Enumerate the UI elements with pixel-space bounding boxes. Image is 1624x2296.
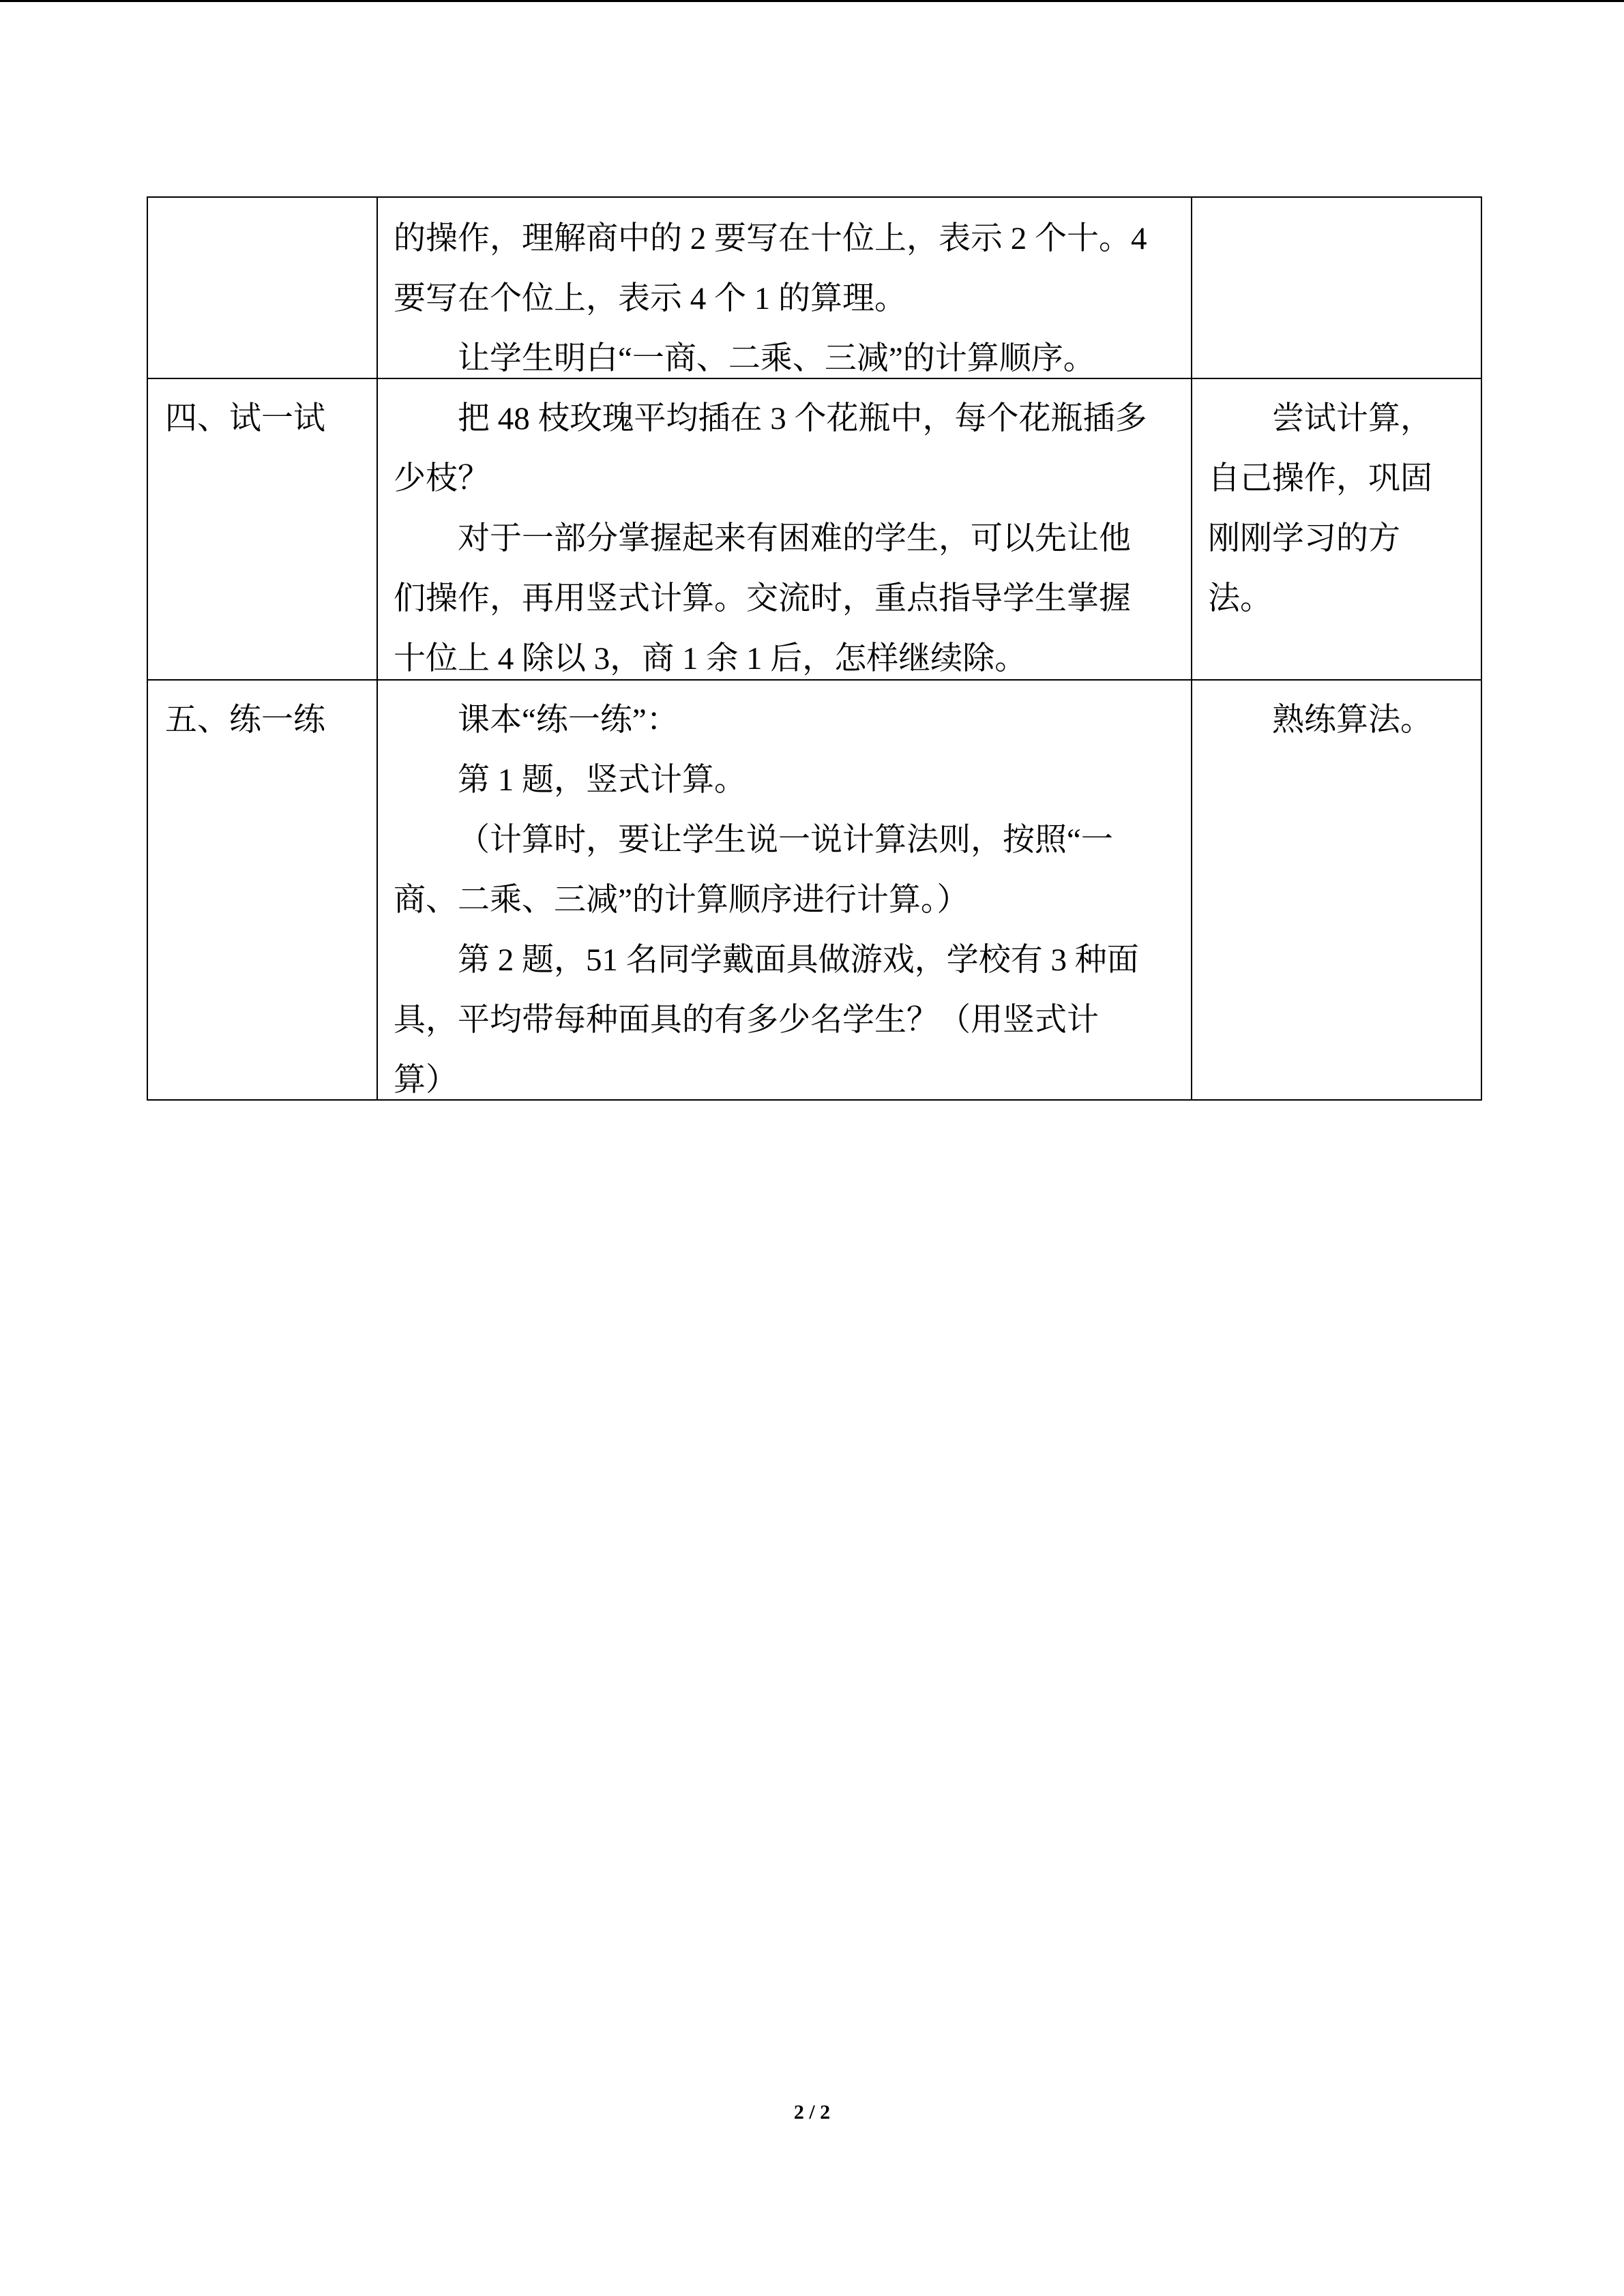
content-line: 对于一部分掌握起来有困难的学生，可以先让他 [458, 521, 1131, 556]
content-line: （计算时，要让学生说一说计算法则，按照“一 [458, 822, 1113, 858]
purpose-cell [1192, 681, 1482, 1101]
purpose-cell [1192, 198, 1482, 379]
purpose-line: 熟练算法。 [1272, 702, 1432, 738]
paragraph [394, 930, 1176, 1110]
paragraph [394, 750, 1176, 810]
content-line: 第 2 题，51 名同学戴面具做游戏，学校有 3 种面 [458, 942, 1139, 978]
stage-cell [148, 681, 378, 1101]
purpose-cell [1192, 379, 1482, 681]
paragraph [394, 509, 1176, 689]
content-line: 把 48 枝玫瑰平均插在 3 个花瓶中，每个花瓶插多 [458, 401, 1147, 436]
content-line: 十位上 4 除以 3，商 1 余 1 后，怎样继续除。 [394, 641, 1027, 676]
content-cell [378, 681, 1192, 1101]
content-line: 让学生明白“一商、二乘、三减”的计算顺序。 [458, 341, 1095, 376]
content-cell [378, 379, 1192, 681]
stage-label: 五、练一练 [165, 702, 325, 738]
paragraph [1208, 389, 1466, 629]
paragraph [394, 690, 1176, 750]
purpose-line: 尝试计算， [1272, 401, 1432, 436]
stage-cell [148, 198, 378, 379]
content-cell [378, 198, 1192, 379]
content-line: 的操作，理解商中的 2 要写在十位上，表示 2 个十。4 [394, 221, 1147, 256]
paragraph [394, 209, 1176, 329]
stage-label: 四、试一试 [165, 401, 325, 436]
content-line: 第 1 题，竖式计算。 [458, 762, 746, 798]
content-line: 们操作，再用竖式计算。交流时，重点指导学生掌握 [394, 581, 1131, 616]
page-top-edge [0, 0, 1624, 2]
paragraph [394, 389, 1176, 509]
content-line: 具，平均带每种面具的有多少名学生？（用竖式计 [394, 1002, 1099, 1038]
content-line: 算） [394, 1062, 458, 1098]
content-line: 课本“练一练”： [458, 702, 679, 738]
paragraph [394, 810, 1176, 930]
purpose-line: 刚刚学习的方 [1208, 521, 1400, 556]
content-line: 商、二乘、三减”的计算顺序进行计算。） [394, 882, 969, 918]
content-line: 要写在个位上，表示 4 个 1 的算理。 [394, 281, 906, 316]
stage-cell [148, 379, 378, 681]
page-number: 2 / 2 [793, 2101, 831, 2123]
purpose-line: 法。 [1208, 581, 1272, 616]
lesson-plan-table [147, 196, 1482, 1101]
content-line: 少枝？ [394, 461, 490, 496]
purpose-line: 自己操作，巩固 [1208, 461, 1432, 496]
paragraph [1208, 690, 1466, 750]
